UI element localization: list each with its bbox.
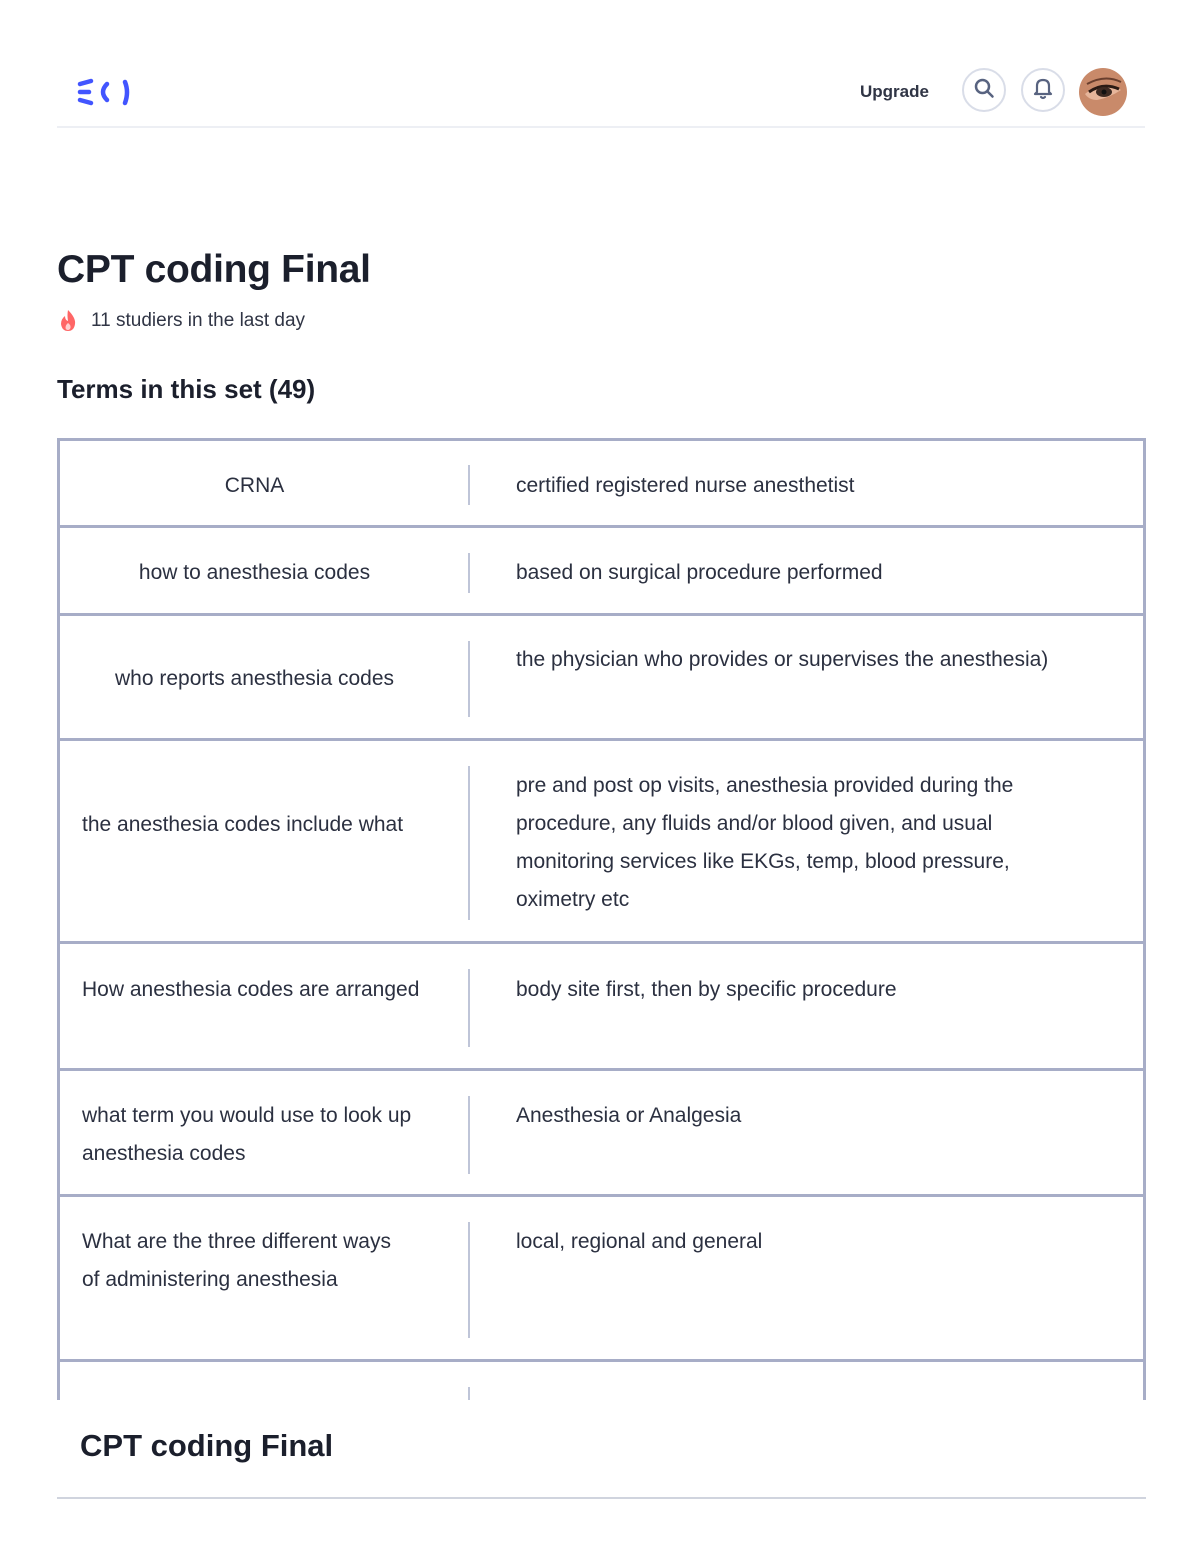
card-definition: Anesthesia or Analgesia (516, 1104, 742, 1127)
term-card-partial[interactable] (57, 1359, 1146, 1400)
studiers-indicator (57, 309, 305, 333)
card-divider (468, 641, 470, 717)
term-card[interactable] (57, 1194, 1146, 1362)
bell-icon (1032, 76, 1054, 105)
card-term: what term you would use to look up anesthesia codes (82, 1104, 412, 1165)
footer-divider (57, 1497, 1146, 1499)
quizlet-logo-icon[interactable] (77, 76, 131, 108)
card-divider (468, 766, 470, 920)
card-term: who reports anesthesia codes (115, 667, 394, 690)
upgrade-button[interactable]: Upgrade (860, 82, 929, 101)
card-definition: body site first, then by specific procedure (516, 978, 897, 1001)
card-divider (468, 1096, 470, 1174)
card-definition: based on surgical procedure performed (516, 561, 883, 584)
card-definition: certified registered nurse anesthetist (516, 474, 855, 497)
term-card[interactable] (57, 1068, 1146, 1197)
card-divider (468, 1222, 470, 1338)
card-term: the anesthesia codes include what (82, 813, 404, 836)
notifications-button[interactable] (1021, 68, 1065, 112)
term-card[interactable] (57, 941, 1146, 1071)
card-divider (468, 1387, 470, 1400)
card-term: What are the three different ways of administering anesthesia (82, 1230, 391, 1291)
footer-set-title: CPT coding Final (80, 1428, 334, 1463)
term-list (57, 438, 1146, 1400)
terms-heading: Terms in this set (49) (57, 374, 316, 404)
card-definition: pre and post op visits, anesthesia provided during the procedure, any fluids and/or blood given, and usual monitoring services like EKGs, temp, blood pressure, oximetry etc (516, 774, 1014, 911)
studiers-count: 11 studiers in the last day (91, 310, 306, 331)
top-navigation-bar (57, 62, 1145, 128)
card-divider (468, 553, 470, 593)
card-term: CRNA (224, 474, 285, 497)
card-definition: the physician who provides or supervises the anesthesia) (516, 648, 1049, 671)
card-divider (468, 465, 470, 505)
search-icon (973, 77, 995, 104)
card-term: How anesthesia codes are arranged (82, 978, 420, 1001)
term-card[interactable] (57, 738, 1146, 944)
card-divider (468, 969, 470, 1047)
search-button[interactable] (962, 68, 1006, 112)
flame-icon (57, 309, 79, 333)
term-card[interactable] (57, 525, 1146, 616)
user-avatar[interactable] (1079, 68, 1127, 116)
term-card[interactable] (57, 438, 1146, 528)
term-card[interactable] (57, 613, 1146, 741)
card-definition: local, regional and general (516, 1230, 763, 1253)
set-title: CPT coding Final (57, 248, 371, 291)
card-term: how to anesthesia codes (138, 561, 371, 584)
